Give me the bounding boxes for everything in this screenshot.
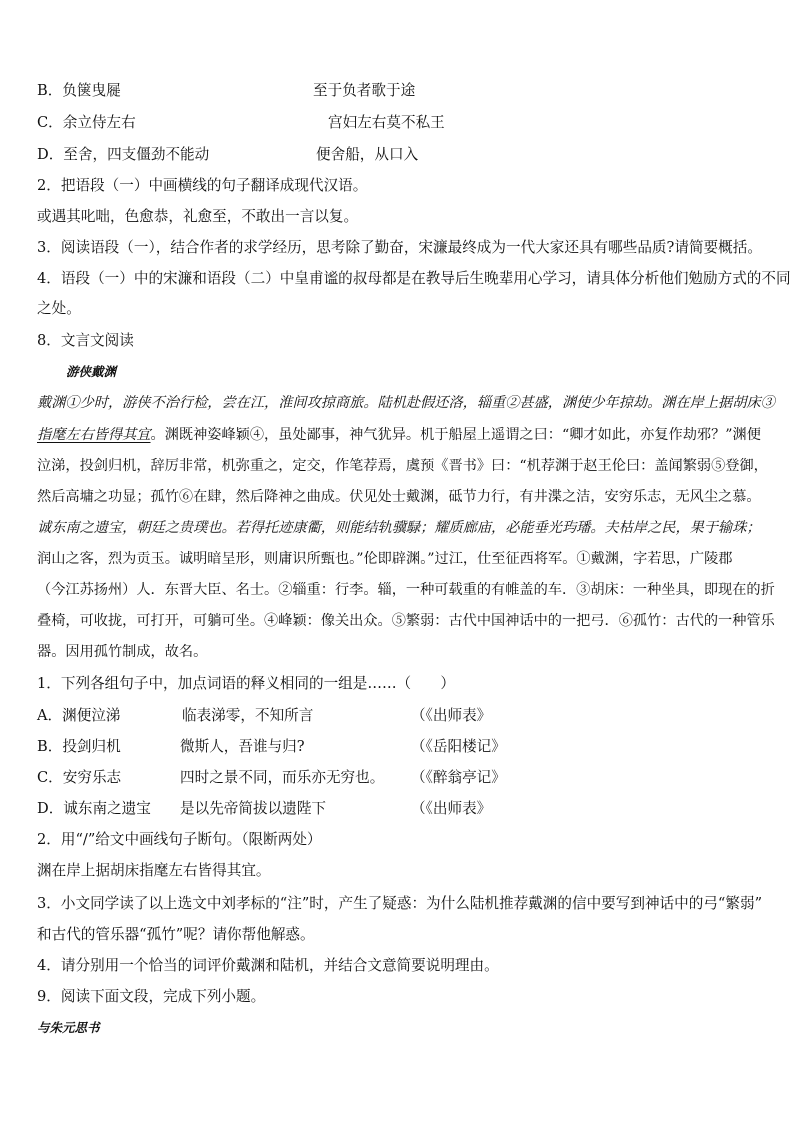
choice-d-phrase: D．诚东南之遗宝 [37, 800, 151, 817]
passage-line-7: （今江苏扬州）人．东晋大臣、名士。②辎重：行李。辎，一种可载重的有帷盖的车．③胡床：一种坐具，即现在的折 [37, 582, 775, 598]
underlined-sentence: 指麾左右皆得其宜 [37, 427, 151, 443]
passage-title: 游侠戴渊 [66, 364, 117, 379]
question-8-4: 4．请分别用一个恰当的词评价戴渊和陆机，并结合文意简要说明理由。 [37, 957, 499, 974]
choice-a-phrase: A．渊便泣涕 [37, 707, 121, 724]
section-9-heading: 9．阅读下面文段，完成下列小题。 [37, 988, 266, 1005]
question-4-line1: 4．语段（一）中的宋濂和语段（二）中皇甫谧的叔母都是在教导后生晚辈用心学习，请具体分析他们勉励方式的不同 [37, 270, 791, 287]
option-d-left: D．至舍，四支僵劲不能动 [37, 146, 210, 163]
passage-line-2 [37, 425, 761, 445]
choice-c-source: （《醉翁亭记》 [411, 769, 506, 786]
question-8-1: 1．下列各组句子中，加点词语的释义相同的一组是……（ ） [37, 675, 455, 692]
choice-b-source: （《岳阳楼记》 [411, 738, 506, 755]
question-3: 3．阅读语段（一），结合作者的求学经历，思考除了勤奋，宋濂最终成为一代大家还具有哪些品质?请简要概括。 [37, 239, 762, 256]
choice-b-comparison: 微斯人，吾谁与归? [180, 738, 305, 755]
option-c-right: 宫妇左右莫不私王 [328, 114, 445, 131]
choice-c-phrase: C．安穷乐志 [37, 769, 122, 786]
passage-line-5: 诚东南之遗宝，朝廷之贵璞也。若得托迹康衢，则能结轨骥騄；耀质廊庙，必能垂光玙璠。夫枯岸之民，果于输珠； [37, 520, 761, 536]
question-4-line2: 之处。 [37, 300, 81, 317]
choice-c-comparison: 四时之景不同，而乐亦无穷也。 [180, 769, 385, 786]
passage-line-2-rest: 。渊既神姿峰颖④，虽处鄙事，神气犹异。机于船屋上遥谓之曰：“卿才如此，亦复作劫邪？”渊便 [150, 427, 761, 443]
choice-a-comparison: 临表涕零，不知所言 [182, 707, 314, 724]
question-8-3-line1: 3．小文同学读了以上选文中刘孝标的“注”时，产生了疑惑：为什么陆机推荐戴渊的信中要写到神话中的弓“繁弱” [37, 895, 763, 912]
passage-line-6: 润山之客，烈为贡玉。诚明暗呈形，则庸识所甄也。”伦即辟渊。”过江，仕至征西将军。①戴渊，字若思，广陵郡 [37, 551, 733, 567]
passage-line-4: 然后高墉之功显；孤竹⑥在肆，然后降神之曲成。伏见处士戴渊，砥节力行，有井渫之洁，安穷乐志，无风尘之慕。 [37, 489, 761, 505]
section-9-title: 与朱元思书 [37, 1020, 100, 1035]
section-8-heading: 8．文言文阅读 [37, 332, 134, 349]
choice-a-source: （《出师表》 [411, 707, 492, 724]
question-2-sentence: 或遇其叱咄，色愈恭，礼愈至，不敢出一言以复。 [37, 208, 359, 225]
choice-b-phrase: B．投剑归机 [37, 738, 121, 755]
passage-line-1: 戴渊①少时，游侠不治行检，尝在江，淮间攻掠商旅。陆机赴假还洛，辎重②甚盛，渊使少年掠劫。渊在岸上据胡床③ [37, 395, 775, 411]
option-b-left: B．负箧曳屣 [37, 82, 121, 99]
question-8-3-line2: 和古代的管乐器“孤竹”呢？请你帮他解惑。 [37, 926, 315, 943]
option-b-right: 至于负者歌于途 [313, 82, 416, 99]
question-2: 2．把语段（一）中画横线的句子翻译成现代汉语。 [37, 177, 368, 194]
passage-line-8: 叠椅，可收拢，可打开，可躺可坐。④峰颖：像关出众。⑤繁弱：古代中国神话中的一把弓．⑥孤竹：古代的一种管乐 [37, 613, 775, 629]
option-c-left: C．余立侍左右 [37, 114, 136, 131]
choice-d-source: （《出师表》 [411, 800, 492, 817]
option-d-right: 便舍船，从口入 [316, 146, 419, 163]
passage-line-9: 器。因用孤竹制成，故名。 [37, 644, 208, 660]
question-8-2-sentence: 渊在岸上据胡床指麾左右皆得其宜。 [37, 862, 271, 879]
passage-line-3: 泣涕，投剑归机，辞厉非常，机弥重之，定交，作笔荐焉，虞预《晋书》曰：“机荐渊于赵王伦曰：盖闻繁弱⑤登御， [37, 458, 768, 474]
choice-d-comparison: 是以先帝简拔以遗陛下 [180, 800, 326, 817]
question-8-2: 2．用“/”给文中画线句子断句。（限断两处） [37, 831, 322, 848]
